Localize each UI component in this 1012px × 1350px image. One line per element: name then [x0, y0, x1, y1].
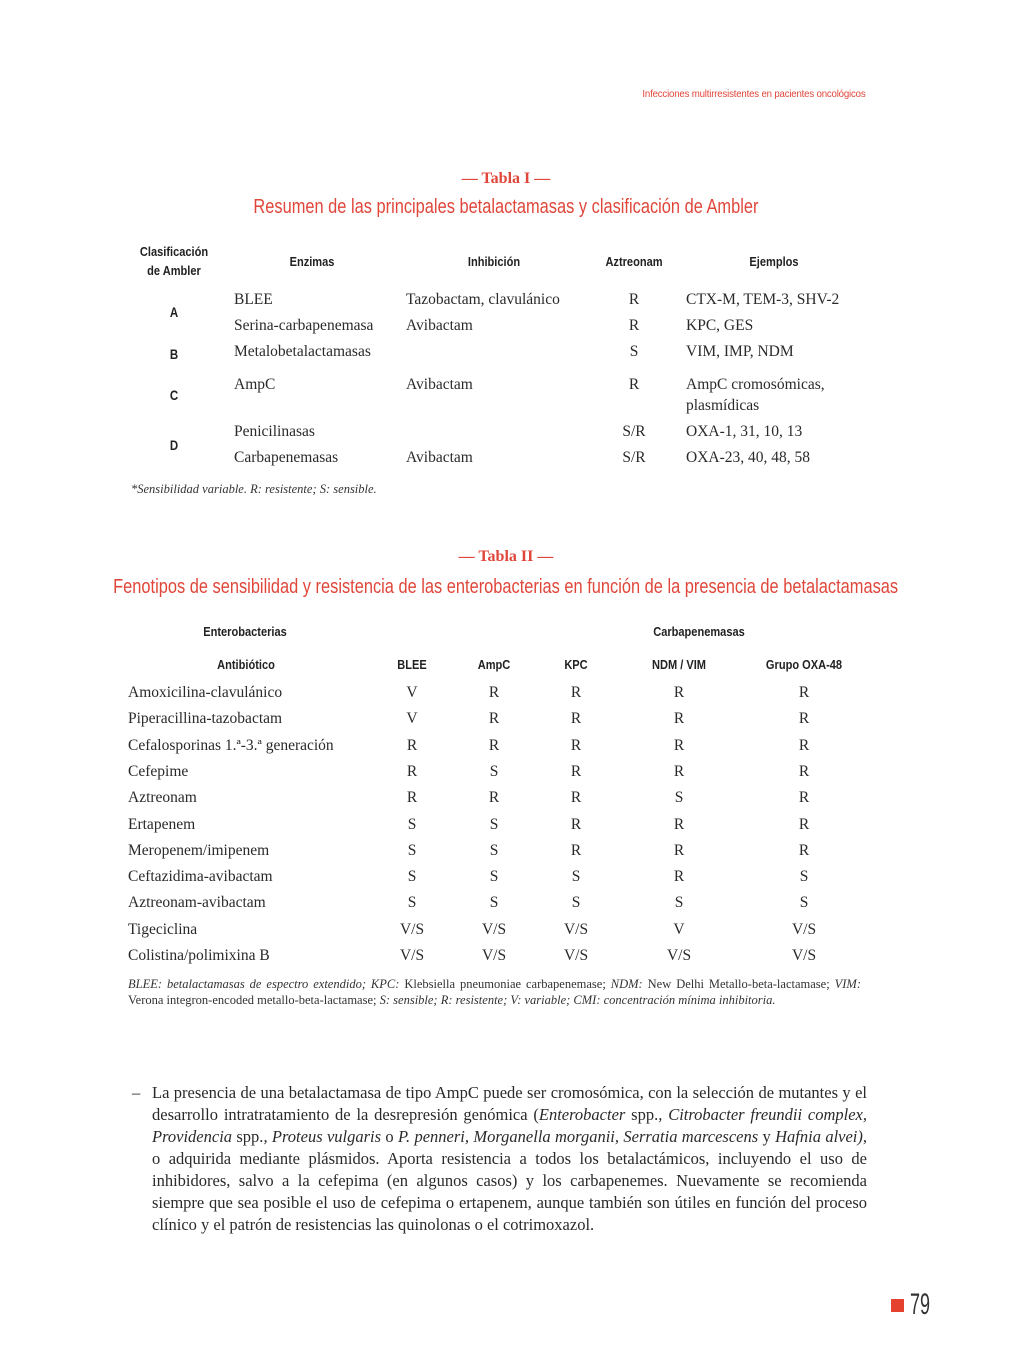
table1-title: Resumen de las principales betalactamasas y clasificación de Ambler — [253, 196, 759, 218]
table2-col-antibiotico: Antibiótico — [217, 657, 275, 672]
table1-header-inhibicion: Inhibición — [467, 254, 521, 269]
phenotype-cell: S — [407, 842, 417, 859]
antibiotic-name-cell: Amoxicilina-clavulánico — [128, 684, 283, 701]
examples-cell: AmpC cromosómicas, — [686, 376, 825, 393]
ambler-group-b: B — [169, 347, 179, 362]
enzyme-cell: BLEE — [234, 291, 273, 308]
phenotype-cell: S — [799, 894, 809, 911]
table2-col-ndm-vim: NDM / VIM — [651, 657, 707, 672]
phenotype-cell: R — [798, 789, 810, 806]
antibiotic-name-cell: Aztreonam-avibactam — [128, 894, 266, 911]
examples-cell: CTX-M, TEM-3, SHV-2 — [686, 291, 840, 308]
antibiotic-name-cell: Colistina/polimixina B — [128, 947, 270, 964]
phenotype-cell: R — [488, 737, 500, 754]
phenotype-cell: S — [489, 763, 499, 780]
page-marker-square — [891, 1299, 904, 1312]
examples-cell: OXA-23, 40, 48, 58 — [686, 449, 810, 466]
phenotype-cell: R — [798, 710, 810, 727]
phenotype-cell: V/S — [791, 947, 817, 964]
phenotype-cell: R — [798, 737, 810, 754]
body-paragraph: La presencia de una betalactamasa de tipo AmpC puede ser cromosómica, con la selección de mutantes y el desarrollo intratratamiento de la desrepresión genómica (Enterobacter spp., Citrobacter freundii complex, Providencia spp., Proteus vulgaris o P. penneri, Morganella morganii, Serratia marcescens y Hafnia alvei), o adquirida mediante plásmidos. Aporta resistencia a todos los betalactámicos, incluyendo el uso de inhibidores, salvo a la cefepima (en algunos casos) y los carbapenemes. Nuevamente se recomienda siempre que sea posible el uso de cefepima o ertapenem, aunque también son útiles en función del proceso clínico y el patrón de resistencias las quinolonas o el cotrimoxazol. — [152, 1083, 868, 1234]
table2-col-blee: BLEE — [397, 657, 427, 672]
phenotype-cell: R — [673, 684, 685, 701]
aztreonam-cell: S/R — [622, 423, 646, 440]
table2-col-ampc: AmpC — [477, 657, 511, 672]
phenotype-cell: S — [674, 789, 684, 806]
phenotype-cell: S — [571, 868, 581, 885]
phenotype-cell: V/S — [563, 947, 589, 964]
phenotype-cell: S — [489, 868, 499, 885]
table2-col-oxa48: Grupo OXA-48 — [765, 657, 843, 672]
phenotype-cell: R — [570, 684, 582, 701]
table1-footnote: *Sensibilidad variable. R: resistente; S: sensible. — [131, 482, 377, 496]
phenotype-cell: R — [406, 789, 418, 806]
examples-cell: OXA-1, 31, 10, 13 — [686, 423, 803, 440]
table2-col-kpc: KPC — [564, 657, 588, 672]
list-dash: – — [132, 1083, 141, 1102]
phenotype-cell: R — [488, 789, 500, 806]
examples-cell: KPC, GES — [686, 317, 754, 334]
antibiotic-name-cell: Tigeciclina — [128, 921, 198, 938]
table1-header-class: Clasificación de Ambler — [139, 244, 209, 278]
antibiotic-name-cell: Cefepime — [128, 763, 189, 780]
phenotype-cell: V/S — [399, 921, 425, 938]
phenotype-cell: S — [407, 816, 417, 833]
phenotype-cell: V/S — [399, 947, 425, 964]
table2-group-header-enterobacterias: Enterobacterias — [203, 624, 287, 639]
phenotype-cell: R — [673, 842, 685, 859]
running-header: Infecciones multirresistentes en pacientes oncológicos — [642, 88, 866, 100]
table1-header-ejemplos: Ejemplos — [749, 254, 799, 269]
phenotype-cell: S — [489, 842, 499, 859]
phenotype-cell: R — [570, 789, 582, 806]
phenotype-cell: R — [798, 763, 810, 780]
aztreonam-cell: R — [628, 317, 640, 334]
phenotype-cell: R — [406, 763, 418, 780]
inhibition-cell: Tazobactam, clavulánico — [406, 291, 560, 308]
phenotype-cell: V — [406, 684, 418, 701]
antibiotic-name-cell: Cefalosporinas 1.ª-3.ª generación — [128, 737, 334, 754]
table2-footnote: BLEE: betalactamasas de espectro extendido; KPC: Klebsiella pneumoniae carbapenemase; NDM: New Delhi Metallo-beta-lactamase; VIM: Verona integron-encoded metallo-beta-lactamase; S: sensible; R: resistente; V: variable; CMI: concentración mínima inhibitoria. — [128, 977, 861, 1007]
phenotype-cell: V/S — [563, 921, 589, 938]
phenotype-cell: R — [798, 842, 810, 859]
phenotype-cell: S — [489, 894, 499, 911]
table2-number: — Tabla II — — [458, 548, 554, 565]
aztreonam-cell: S — [629, 343, 639, 360]
phenotype-cell: R — [673, 737, 685, 754]
phenotype-cell: S — [571, 894, 581, 911]
inhibition-cell: Avibactam — [406, 317, 473, 334]
antibiotic-name-cell: Piperacillina-tazobactam — [128, 710, 283, 727]
table2-title: Fenotipos de sensibilidad y resistencia de las enterobacterias en función de la presencia de betalactamasas — [113, 576, 899, 598]
phenotype-cell: V/S — [481, 921, 507, 938]
phenotype-cell: R — [570, 710, 582, 727]
antibiotic-name-cell: Meropenem/imipenem — [128, 842, 270, 859]
enzyme-cell: Carbapenemasas — [234, 449, 339, 466]
ambler-group-a: A — [169, 305, 179, 320]
table1-header-enzimas: Enzimas — [289, 254, 335, 269]
phenotype-cell: S — [799, 868, 809, 885]
phenotype-cell: R — [673, 868, 685, 885]
phenotype-cell: V/S — [666, 947, 692, 964]
antibiotic-name-cell: Ceftazidima-avibactam — [128, 868, 273, 885]
examples-cell: VIM, IMP, NDM — [686, 343, 794, 360]
aztreonam-cell: S/R — [622, 449, 646, 466]
phenotype-cell: R — [673, 816, 685, 833]
phenotype-cell: R — [798, 816, 810, 833]
antibiotic-name-cell: Ertapenem — [128, 816, 196, 833]
phenotype-cell: V — [406, 710, 418, 727]
phenotype-cell: R — [673, 763, 685, 780]
phenotype-cell: S — [407, 894, 417, 911]
phenotype-cell: R — [570, 842, 582, 859]
enzyme-cell: Metalobetalactamasas — [234, 343, 371, 360]
enzyme-cell: Serina-carbapenemasa — [234, 317, 374, 334]
phenotype-cell: R — [570, 763, 582, 780]
page-number: 79 — [910, 1288, 931, 1321]
antibiotic-name-cell: Aztreonam — [128, 789, 197, 806]
inhibition-cell: Avibactam — [406, 376, 473, 393]
table1-header-aztreonam: Aztreonam — [605, 254, 663, 269]
phenotype-cell: R — [798, 684, 810, 701]
phenotype-cell: S — [407, 868, 417, 885]
phenotype-cell: R — [488, 684, 500, 701]
phenotype-cell: R — [673, 710, 685, 727]
enzyme-cell: Penicilinasas — [234, 423, 315, 440]
phenotype-cell: R — [570, 816, 582, 833]
examples-cell-line2: plasmídicas — [686, 397, 760, 414]
aztreonam-cell: R — [628, 376, 640, 393]
phenotype-cell: S — [674, 894, 684, 911]
phenotype-cell: R — [488, 710, 500, 727]
inhibition-cell: Avibactam — [406, 449, 473, 466]
phenotype-cell: R — [570, 737, 582, 754]
table2-group-header-carbapenemasas: Carbapenemasas — [653, 624, 745, 639]
table1-number: — Tabla I — — [461, 170, 551, 187]
aztreonam-cell: R — [628, 291, 640, 308]
phenotype-cell: V/S — [791, 921, 817, 938]
phenotype-cell: V — [673, 921, 685, 938]
phenotype-cell: R — [406, 737, 418, 754]
ambler-group-c: C — [169, 388, 179, 403]
ambler-group-d: D — [169, 438, 179, 453]
phenotype-cell: V/S — [481, 947, 507, 964]
enzyme-cell: AmpC — [234, 376, 276, 393]
phenotype-cell: S — [489, 816, 499, 833]
